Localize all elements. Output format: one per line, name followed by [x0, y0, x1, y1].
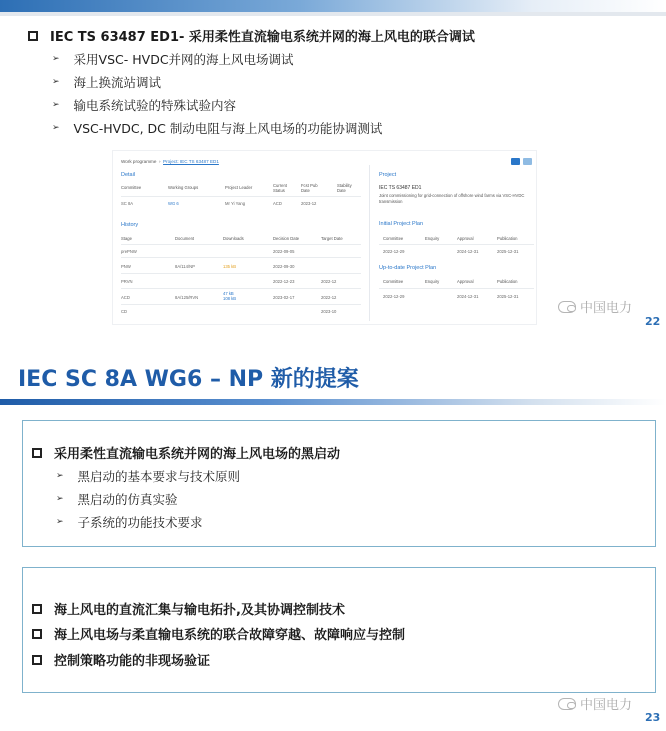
table-cell: 2022-12-23	[273, 279, 295, 284]
project-description: Joint commissioning for grid-connection of offshore wind farms via VSC-HVDC transmission	[379, 193, 525, 204]
top-gray-bar	[0, 12, 666, 16]
row-divider	[379, 244, 534, 245]
col-header: Enquiry	[425, 236, 440, 241]
breadcrumb-prefix: Work programme	[121, 159, 157, 164]
uptodate-plan-title: Up-to-date Project Plan	[379, 265, 437, 271]
table-cell: ACD	[273, 201, 282, 206]
table-cell: 2023-02-17	[273, 295, 295, 300]
divider	[369, 165, 370, 321]
table-cell: 2024-12-31	[457, 249, 479, 254]
slide23-title: IEC SC 8A WG6 – NP 新的提案	[18, 367, 359, 392]
table-cell: 2022-12	[321, 279, 337, 284]
breadcrumb: Work programme › Project: IEC TS 63487 ED1	[121, 159, 219, 164]
arrow-right-icon: ➢	[52, 77, 60, 87]
col-header: Stability Date	[337, 183, 352, 193]
row-divider	[121, 304, 361, 305]
arrow-right-icon: ➢	[56, 494, 64, 504]
col-header: Downloads	[223, 236, 244, 241]
hollow-square-icon	[32, 655, 42, 665]
arrow-right-icon: ➢	[52, 100, 60, 110]
list-item	[56, 513, 203, 531]
wechat-icon	[558, 301, 576, 313]
watermark-text: 中国电力	[580, 698, 633, 713]
table-cell: 2025-12-31	[497, 249, 519, 254]
row-divider	[121, 196, 361, 197]
list-item	[52, 119, 382, 137]
col-header: Fcst Pub Date	[301, 183, 318, 193]
list-item-text: 黑启动的基本要求与技术原则	[77, 469, 241, 484]
list-item	[52, 96, 236, 114]
table-cell: 2022-12	[321, 295, 337, 300]
table-cell: 2022-09-05	[273, 249, 295, 254]
col-header: Committee	[121, 185, 142, 190]
page-number: 23	[645, 711, 661, 724]
list-item	[56, 490, 178, 508]
arrow-right-icon: ➢	[56, 517, 64, 527]
table-cell: 2022-12-29	[383, 249, 405, 254]
col-header: Target Date	[321, 236, 343, 241]
watermark	[558, 297, 632, 316]
top-gradient-bar	[0, 0, 666, 12]
table-cell: prePNW	[121, 249, 137, 254]
list-item	[52, 50, 294, 68]
list-item-text: 采用VSC- HVDC并网的海上风电场调试	[73, 52, 294, 67]
breadcrumb-link[interactable]: Project: IEC TS 63487 ED1	[163, 159, 219, 164]
col-header: Decision Date	[273, 236, 300, 241]
slide-22	[0, 0, 666, 340]
col-header: Approval	[457, 279, 474, 284]
row-divider	[121, 244, 361, 245]
col-header: Working Groups	[168, 185, 199, 190]
col-header: Stage	[121, 236, 132, 241]
table-cell: Mr Yi Yang	[225, 201, 246, 206]
table-cell: 8A/114/NP	[175, 264, 195, 269]
download-link[interactable]: 135 kB	[223, 264, 237, 269]
box1-heading	[32, 443, 340, 462]
box2-item	[32, 599, 345, 618]
slide22-heading	[28, 26, 475, 45]
list-item-text: 海上换流站调试	[73, 75, 162, 90]
hollow-square-icon	[28, 31, 38, 41]
arrow-right-icon: ➢	[52, 123, 60, 133]
col-header: Enquiry	[425, 279, 440, 284]
table-cell: PNW	[121, 264, 131, 269]
table-cell: 2022-12-29	[383, 294, 405, 299]
hollow-square-icon	[32, 629, 42, 639]
table-cell: 2023-12	[301, 201, 317, 206]
col-header: Publication	[497, 279, 518, 284]
watermark	[558, 694, 632, 713]
hollow-square-icon	[32, 604, 42, 614]
hollow-square-icon	[32, 448, 42, 458]
col-header: Approval	[457, 236, 474, 241]
detail-title: Detail	[121, 172, 136, 178]
arrow-right-icon: ➢	[52, 54, 60, 64]
page-number: 22	[645, 315, 661, 328]
table-cell: SC 8A	[121, 201, 134, 206]
row-divider	[379, 288, 534, 289]
table-cell: CD	[121, 309, 128, 314]
list-item-text: 子系统的功能技术要求	[77, 515, 203, 530]
col-header: Current Status	[273, 183, 287, 193]
download-link[interactable]: 47 kB 108 kB	[223, 291, 237, 301]
col-header: Project Leader	[225, 185, 253, 190]
list-item	[56, 467, 240, 485]
box1-heading-text: 采用柔性直流输电系统并网的海上风电场的黑启动	[54, 447, 341, 462]
box2-item-text: 海上风电场与柔直输电系统的联合故障穿越、故障响应与控制	[54, 628, 406, 643]
arrow-right-icon: ➢	[56, 471, 64, 481]
list-item-text: 黑启动的仿真实验	[77, 492, 178, 507]
table-cell[interactable]: WG 6	[168, 201, 179, 206]
list-item-text: VSC-HVDC, DC 制动电阻与海上风电场的功能协调测试	[73, 121, 383, 136]
list-item	[52, 73, 161, 91]
toolbar-button[interactable]	[511, 158, 520, 165]
table-cell: 2024-12-31	[457, 294, 479, 299]
row-divider	[121, 257, 361, 258]
toolbar-button[interactable]	[523, 158, 532, 165]
col-header: Publication	[497, 236, 518, 241]
table-cell: 2023-10	[321, 309, 337, 314]
table-cell: PRVN	[121, 279, 133, 284]
initial-plan-title: Initial Project Plan	[379, 221, 424, 227]
col-header: Document	[175, 236, 195, 241]
box2-item	[32, 650, 210, 669]
box2-item-text: 海上风电的直流汇集与输电拓扑,及其协调控制技术	[54, 603, 345, 618]
project-name: IEC TS 63487 ED1	[379, 185, 422, 191]
slide22-heading-text: IEC TS 63487 ED1- 采用柔性直流输电系统并网的海上风电的联合调试	[50, 30, 475, 45]
row-divider	[121, 273, 361, 274]
box2-item-text: 控制策略功能的非现场验证	[54, 654, 211, 669]
table-cell: 2025-12-31	[497, 294, 519, 299]
history-title: History	[121, 222, 139, 228]
slide-23	[0, 340, 666, 731]
watermark-text: 中国电力	[580, 301, 633, 316]
table-cell: 8A/125/RVN	[175, 295, 199, 300]
box2-item	[32, 624, 405, 643]
col-header: Committee	[383, 236, 404, 241]
table-cell: ACD	[121, 295, 130, 300]
col-header: Committee	[383, 279, 404, 284]
list-item-text: 输电系统试验的特殊试验内容	[73, 98, 237, 113]
embedded-iec-screenshot	[112, 150, 537, 325]
title-underline	[0, 399, 666, 405]
table-cell: 2022-09-30	[273, 264, 295, 269]
row-divider	[121, 288, 361, 289]
project-title: Project	[379, 172, 397, 178]
wechat-icon	[558, 698, 576, 710]
